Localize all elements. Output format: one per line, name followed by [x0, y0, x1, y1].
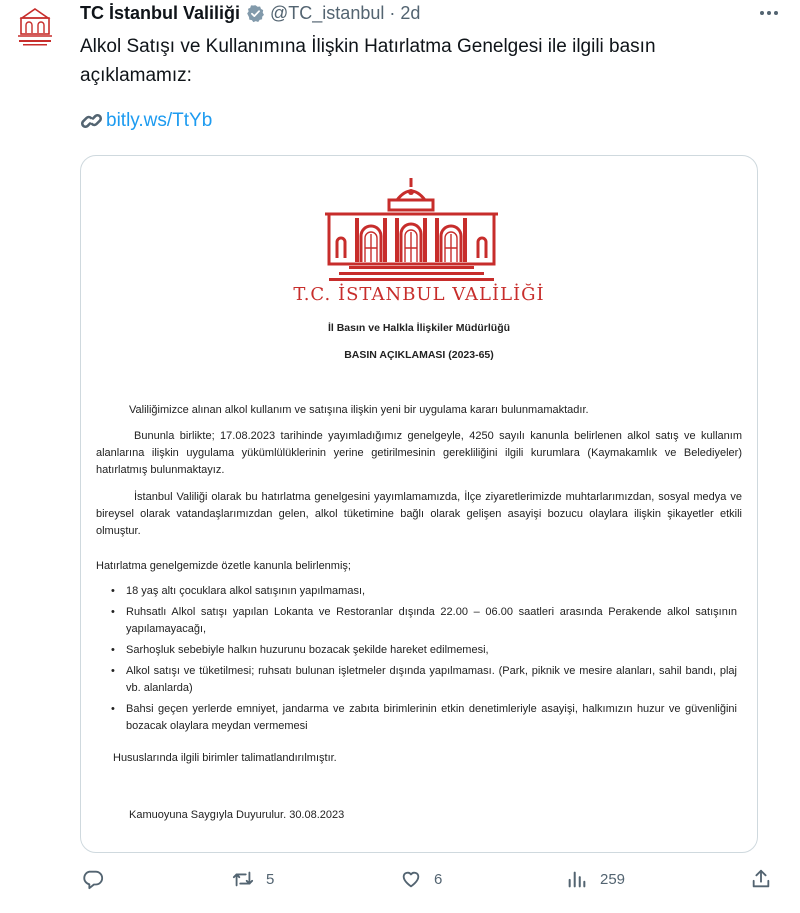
views-button[interactable]: [566, 868, 625, 890]
author-name[interactable]: TC İstanbul Valiliği: [80, 2, 241, 23]
paragraph-3: İstanbul Valiliği olarak bu hatırlatma genelgesini yayımlamamızda, İlçe ziyaretlerimizde muhtarlarımızdan, sosyal medya ve bireysel olarak vatandaşlarımızdan gelen, alkol tüketimine bağlı olarak gelişen asayişi bozucu olaylara ilişkin şikayetler etkili olmuştur.: [96, 491, 742, 537]
tweet-link[interactable]: [80, 110, 212, 132]
tweet-header: [80, 0, 420, 26]
istanbul-governorate-logo: [319, 174, 504, 286]
signoff-line: Kamuoyuna Saygıyla Duyurulur. 30.08.2023: [129, 809, 345, 821]
share-icon: [750, 868, 772, 890]
retweet-button[interactable]: [232, 868, 274, 890]
author-handle[interactable]: @TC_istanbul: [270, 2, 385, 23]
avatar[interactable]: [10, 6, 60, 48]
retweet-count: 5: [266, 870, 275, 888]
link-text[interactable]: bitly.ws/TtYb: [106, 110, 213, 131]
department-name: İl Basın ve Halkla İlişkiler Müdürlüğü: [327, 322, 511, 334]
verified-badge-icon[interactable]: [246, 4, 265, 23]
press-release-title: BASIN AÇIKLAMASI (2023-65): [344, 349, 494, 361]
tweet-text: Alkol Satışı ve Kullanımına İlişkin Hatırlatma Genelgesi ile ilgili basın açıklamamız:: [80, 36, 656, 86]
paragraph-1: Valiliğimizce alınan alkol kullanım ve satışına ilişkin yeni bir uygulama kararı bulunmamaktadır.: [129, 404, 589, 416]
closing-paragraph: Hususlarında ilgili birimler talimatlandırılmıştır.: [113, 752, 337, 764]
more-dots-icon[interactable]: [758, 6, 780, 20]
like-button[interactable]: [400, 868, 442, 890]
attached-document-image[interactable]: [80, 155, 758, 853]
retweet-icon: [232, 868, 254, 890]
bullet-list: [111, 583, 737, 739]
paragraph-4: Hatırlatma genelgemizde özetle kanunla belirlenmiş;: [96, 560, 351, 572]
heart-icon: [400, 868, 422, 890]
list-item: • Sarhoşluk sebebiyle halkın huzurunu bozacak şekilde hareket edilmemesi,: [111, 642, 737, 659]
list-item: • Ruhsatlı Alkol satışı yapılan Lokanta ve Restoranlar dışında 22.00 – 06.00 saatleri arasında Perakende alkol satışının yapılamayacağı,: [111, 604, 737, 638]
separator-dot: ·: [389, 2, 396, 23]
tweet-time[interactable]: 2d: [400, 2, 421, 23]
list-item: • Alkol satışı ve tüketilmesi; ruhsatı bulunan işletmeler dışında yapılmaması. (Park, piknik ve mesire alanları, sahil bandı, plaj vb. alanlarda): [111, 663, 737, 697]
views-chart-icon: [566, 868, 588, 890]
logo-title: T.C. İSTANBUL VALİLİĞİ: [293, 284, 545, 305]
reply-button[interactable]: [82, 868, 116, 890]
view-count: 259: [600, 870, 626, 888]
like-count: 6: [434, 870, 443, 888]
list-item: • 18 yaş altı çocuklara alkol satışının yapılmaması,: [111, 583, 737, 600]
reply-icon: [82, 868, 104, 890]
paragraph-2: Bununla birlikte; 17.08.2023 tarihinde yayımladığımız genelgeyle, 4250 sayılı kanunla belirlenen alkol satış ve kullanım alanlarına ilişkin uygulama yükümlülüklerinin yerine getirilmesinin gerekliliğini ilgili kurumlara (Kaymakamlık ve Belediyeler) hatırlatmış bulunmaktayız.: [96, 430, 742, 476]
link-icon: [80, 110, 104, 132]
list-item: • Bahsi geçen yerlerde emniyet, jandarma ve zabıta birimlerinin etkin denetimleriyle asayişi, halkımızın huzur ve güvenliğini bozacak olaylara meydan vermemesi: [111, 701, 737, 735]
share-button[interactable]: [750, 868, 772, 890]
tweet-action-bar: [80, 868, 780, 898]
